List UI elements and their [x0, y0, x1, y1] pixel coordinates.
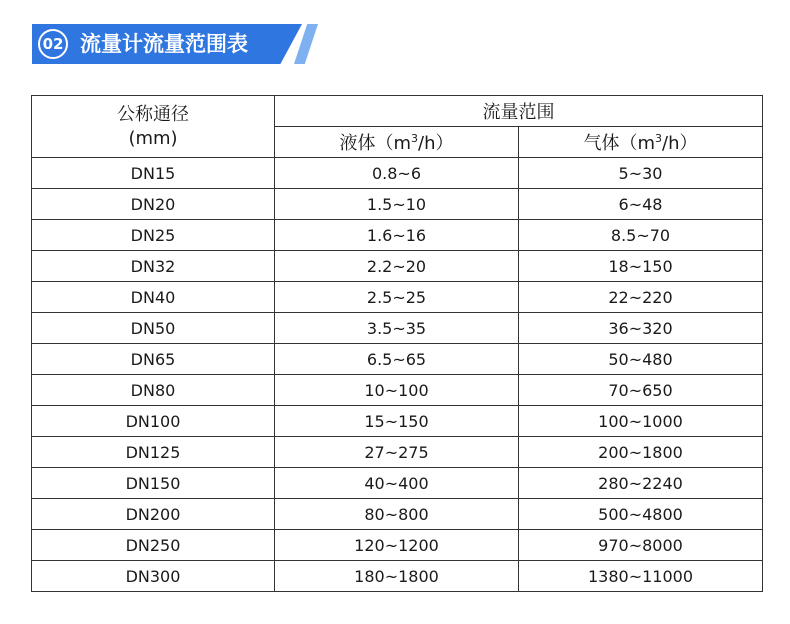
gas-cell: 8.5~70: [519, 220, 763, 251]
table-row: [32, 499, 763, 530]
gas-cell: 1380~11000: [519, 561, 763, 592]
dn-cell: DN15: [32, 158, 275, 189]
liquid-cell: 10~100: [275, 375, 519, 406]
gas-cell: 100~1000: [519, 406, 763, 437]
dn-cell: DN300: [32, 561, 275, 592]
dn-cell: DN250: [32, 530, 275, 561]
flow-range-table: [31, 95, 763, 592]
dn-cell: DN100: [32, 406, 275, 437]
dn-cell: DN200: [32, 499, 275, 530]
header-gas-sup: 3: [655, 132, 663, 145]
section-title: 流量计流量范围表: [80, 32, 248, 56]
liquid-cell: 80~800: [275, 499, 519, 530]
gas-cell: 18~150: [519, 251, 763, 282]
liquid-cell: 120~1200: [275, 530, 519, 561]
table-row: [32, 220, 763, 251]
liquid-cell: 40~400: [275, 468, 519, 499]
liquid-cell: 15~150: [275, 406, 519, 437]
table-row: [32, 344, 763, 375]
table-row: [32, 437, 763, 468]
header-gas: [519, 127, 763, 158]
header-nominal-diameter-label: 公称通径: [117, 103, 189, 125]
header-gas-prefix: 气体（m: [583, 133, 656, 154]
header-liquid-prefix: 液体（m: [339, 133, 412, 154]
table-row: [32, 189, 763, 220]
table-row: [32, 158, 763, 189]
gas-cell: 22~220: [519, 282, 763, 313]
liquid-cell: 3.5~35: [275, 313, 519, 344]
liquid-cell: 6.5~65: [275, 344, 519, 375]
table-row: [32, 282, 763, 313]
dn-cell: DN125: [32, 437, 275, 468]
liquid-cell: 1.5~10: [275, 189, 519, 220]
gas-cell: 36~320: [519, 313, 763, 344]
liquid-cell: 2.2~20: [275, 251, 519, 282]
dn-cell: DN25: [32, 220, 275, 251]
header-nominal-diameter: [32, 96, 275, 158]
liquid-cell: 2.5~25: [275, 282, 519, 313]
header-liquid-sup: 3: [411, 132, 419, 145]
table-row: [32, 375, 763, 406]
header-flow-range: 流量范围: [275, 96, 763, 127]
section-number-badge: 02: [38, 29, 68, 59]
dn-cell: DN80: [32, 375, 275, 406]
liquid-cell: 180~1800: [275, 561, 519, 592]
table-row: [32, 313, 763, 344]
gas-cell: 50~480: [519, 344, 763, 375]
dn-cell: DN50: [32, 313, 275, 344]
header-liquid-suffix: /h）: [418, 133, 454, 154]
dn-cell: DN150: [32, 468, 275, 499]
gas-cell: 500~4800: [519, 499, 763, 530]
table-row: [32, 530, 763, 561]
liquid-cell: 0.8~6: [275, 158, 519, 189]
gas-cell: 5~30: [519, 158, 763, 189]
header-gas-suffix: /h）: [662, 133, 698, 154]
header-nominal-diameter-unit: (mm): [128, 127, 178, 149]
gas-cell: 200~1800: [519, 437, 763, 468]
dn-cell: DN40: [32, 282, 275, 313]
liquid-cell: 27~275: [275, 437, 519, 468]
liquid-cell: 1.6~16: [275, 220, 519, 251]
gas-cell: 6~48: [519, 189, 763, 220]
gas-cell: 970~8000: [519, 530, 763, 561]
dn-cell: DN65: [32, 344, 275, 375]
gas-cell: 280~2240: [519, 468, 763, 499]
table-row: [32, 468, 763, 499]
gas-cell: 70~650: [519, 375, 763, 406]
section-banner: [32, 24, 318, 64]
table-row: [32, 406, 763, 437]
dn-cell: DN20: [32, 189, 275, 220]
table-row: [32, 561, 763, 592]
dn-cell: DN32: [32, 251, 275, 282]
table-row: [32, 251, 763, 282]
header-liquid: [275, 127, 519, 158]
